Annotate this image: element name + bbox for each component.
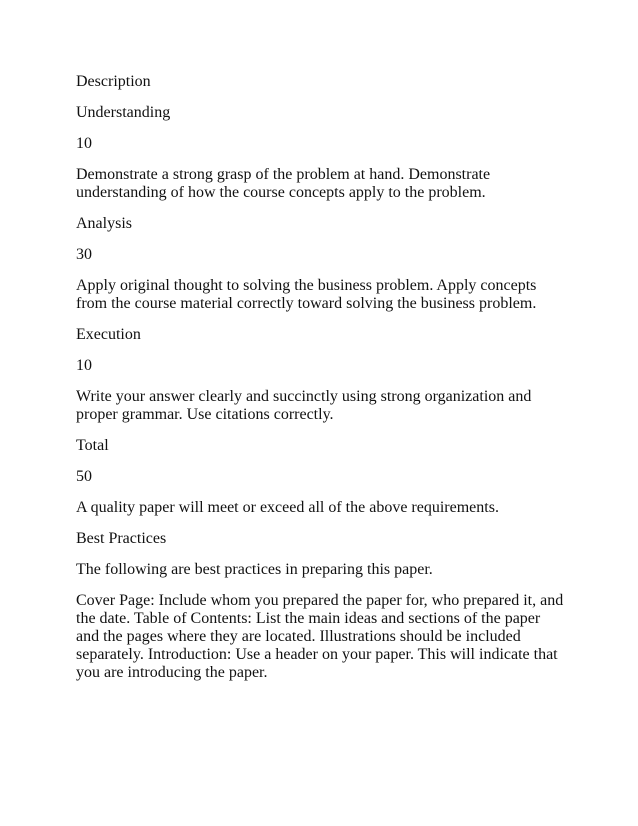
paragraph-understanding-description: Demonstrate a strong grasp of the problem at hand. Demonstrate understanding of how the course concepts apply to the problem. bbox=[76, 166, 491, 201]
document-body bbox=[76, 73, 566, 695]
paragraph-total-description: A quality paper will meet or exceed all of the above requirements. bbox=[76, 499, 499, 516]
paragraph-best-practices-heading: Best Practices bbox=[76, 530, 167, 547]
paragraph-execution-description: Write your answer clearly and succinctly using strong organization and proper grammar. Use citations correctly. bbox=[76, 388, 532, 423]
paragraph-analysis-points: 30 bbox=[76, 246, 92, 263]
paragraph-analysis-description: Apply original thought to solving the business problem. Apply concepts from the course material correctly toward solving the business problem. bbox=[76, 277, 537, 312]
paragraph-execution-points: 10 bbox=[76, 357, 92, 374]
paragraph-best-practices-details: Cover Page: Include whom you prepared the paper for, who prepared it, and the date. Table of Contents: List the main ideas and sections of the paper and the pages where they are located. Illustrations should be included separately. Introduction: Use a header on your paper. This will indicate that you are introducing the paper. bbox=[76, 592, 564, 681]
paragraph-understanding-points: 10 bbox=[76, 135, 92, 152]
paragraph-execution-heading: Execution bbox=[76, 326, 141, 343]
paragraph-analysis-heading: Analysis bbox=[76, 215, 132, 232]
paragraph-description-heading: Description bbox=[76, 73, 151, 90]
paragraph-best-practices-intro: The following are best practices in preparing this paper. bbox=[76, 561, 433, 578]
paragraph-total-heading: Total bbox=[76, 437, 109, 454]
paragraph-total-points: 50 bbox=[76, 468, 92, 485]
paragraph-understanding-heading: Understanding bbox=[76, 104, 171, 121]
